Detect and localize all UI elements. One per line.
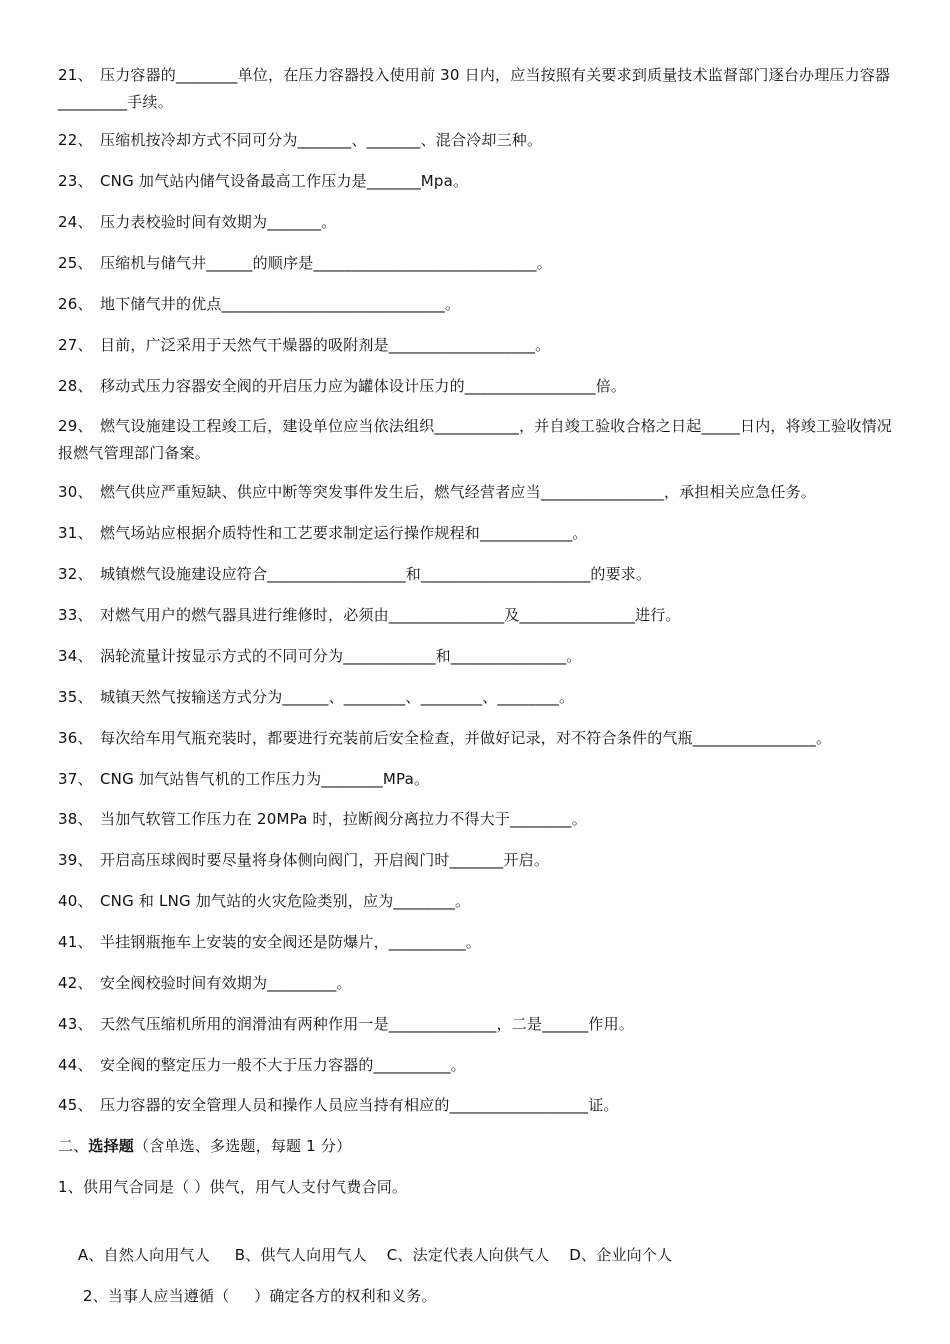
question-38: [58, 806, 894, 833]
question-number: 41、: [58, 933, 93, 951]
question-number: 39、: [58, 851, 93, 869]
question-number: 24、: [58, 213, 93, 231]
question-number: 35、: [58, 688, 93, 706]
question-35: [58, 684, 894, 711]
question-text: 城镇燃气设施建设应符合__________________和______________________的要求。: [100, 565, 652, 583]
question-number: 32、: [58, 565, 93, 583]
question-text: 每次给车用气瓶充装时，都要进行充装前后安全检查，并做好记录，对不符合条件的气瓶________________。: [100, 729, 832, 747]
question-29: [58, 413, 894, 467]
choice-question-2: [58, 1256, 894, 1337]
question-31: [58, 520, 894, 547]
question-number: 34、: [58, 647, 93, 665]
question-number: 23、: [58, 172, 93, 190]
question-text: 压力容器的________单位，在压力容器投入使用前 30 日内，应当按照有关要求到质量技术监督部门逐台办理压力容器_________手续。: [58, 66, 891, 111]
question-text: 压缩机按冷却方式不同可分为_______、_______、混合冷却三种。: [100, 131, 543, 149]
question-text: 燃气供应严重短缺、供应中断等突发事件发生后，燃气经营者应当________________，承担相关应急任务。: [100, 483, 817, 501]
question-text: CNG 加气站售气机的工作压力为________MPa。: [100, 770, 430, 788]
question-39: [58, 847, 894, 874]
question-26: [58, 291, 894, 318]
question-number: 31、: [58, 524, 93, 542]
question-32: [58, 561, 894, 588]
question-number: 44、: [58, 1056, 93, 1074]
question-text: 安全阀的整定压力一般不大于压力容器的__________。: [100, 1056, 466, 1074]
question-text: 燃气场站应根据介质特性和工艺要求制定运行操作规程和____________。: [100, 524, 588, 542]
question-33: [58, 602, 894, 629]
question-21: [58, 62, 894, 116]
question-number: 27、: [58, 336, 93, 354]
question-45: [58, 1092, 894, 1119]
question-number: 26、: [58, 295, 93, 313]
question-text: 移动式压力容器安全阀的开启压力应为罐体设计压力的_________________倍。: [100, 377, 627, 395]
question-text: 对燃气用户的燃气器具进行维修时，必须由_______________及_______________进行。: [100, 606, 681, 624]
question-44: [58, 1052, 894, 1079]
question-37: [58, 766, 894, 793]
question-number: 45、: [58, 1096, 93, 1114]
question-number: 29、: [58, 417, 93, 435]
question-number: 38、: [58, 810, 93, 828]
question-text: 半挂钢瓶拖车上安装的安全阀还是防爆片，__________。: [100, 933, 482, 951]
question-number: 40、: [58, 892, 93, 910]
question-text: 压缩机与储气井______的顺序是_____________________________。: [100, 254, 552, 272]
question-24: [58, 209, 894, 236]
question-text: 当加气软管工作压力在 20MPa 时，拉断阀分离拉力不得大于________。: [100, 810, 587, 828]
question-number: 43、: [58, 1015, 93, 1033]
question-40: [58, 888, 894, 915]
section-title: 选择题: [88, 1137, 135, 1155]
question-36: [58, 725, 894, 752]
question-text: 安全阀校验时间有效期为_________。: [100, 974, 352, 992]
question-41: [58, 929, 894, 956]
question-number: 33、: [58, 606, 93, 624]
question-number: 28、: [58, 377, 93, 395]
question-text: 燃气设施建设工程竣工后，建设单位应当依法组织___________，并自竣工验收合格之日起_____日内，将竣工验收情况报燃气管理部门备案。: [58, 417, 893, 462]
question-text: 压力表校验时间有效期为_______。: [100, 213, 337, 231]
question-text: 天然气压缩机所用的润滑油有两种作用一是______________，二是______作用。: [100, 1015, 635, 1033]
options-text: A、自然人向用气人 B、供气人向用气人 C、法定代表人向供气人 D、企业向个人: [77, 1246, 673, 1264]
question-25: [58, 250, 894, 277]
question-text: 目前，广泛采用于天然气干燥器的吸附剂是___________________。: [100, 336, 551, 354]
question-text: 涡轮流量计按显示方式的不同可分为____________和_______________。: [100, 647, 582, 665]
section-note: （含单选、多选题，每题 1 分）: [134, 1137, 352, 1155]
section-heading-multiple-choice: [58, 1133, 894, 1160]
question-text: 1、供用气合同是（ ）供气，用气人支付气费合同。: [58, 1178, 408, 1196]
question-number: 25、: [58, 254, 93, 272]
question-42: [58, 970, 894, 997]
question-text: 开启高压球阀时要尽量将身体侧向阀门，开启阀门时_______开启。: [100, 851, 550, 869]
question-43: [58, 1011, 894, 1038]
question-text: CNG 和 LNG 加气站的火灾危险类别，应为________。: [100, 892, 471, 910]
question-text: 地下储气井的优点_____________________________。: [100, 295, 461, 313]
question-30: [58, 479, 894, 506]
question-text: CNG 加气站内储气设备最高工作压力是_______Mpa。: [100, 172, 469, 190]
question-text: 2、当事人应当遵循（ ）确定各方的权利和义务。: [77, 1287, 437, 1305]
question-34: [58, 643, 894, 670]
question-number: 30、: [58, 483, 93, 501]
question-number: 42、: [58, 974, 93, 992]
question-22: [58, 127, 894, 154]
question-23: [58, 168, 894, 195]
question-number: 36、: [58, 729, 93, 747]
question-number: 21、: [58, 66, 93, 84]
question-number: 22、: [58, 131, 93, 149]
choice-question-1: [58, 1174, 894, 1201]
question-28: [58, 373, 894, 400]
question-text: 城镇天然气按输送方式分为______、________、________、________。: [100, 688, 575, 706]
section-prefix: 二、: [58, 1137, 89, 1155]
question-text: 压力容器的安全管理人员和操作人员应当持有相应的__________________证。: [100, 1096, 619, 1114]
question-27: [58, 332, 894, 359]
question-number: 37、: [58, 770, 93, 788]
